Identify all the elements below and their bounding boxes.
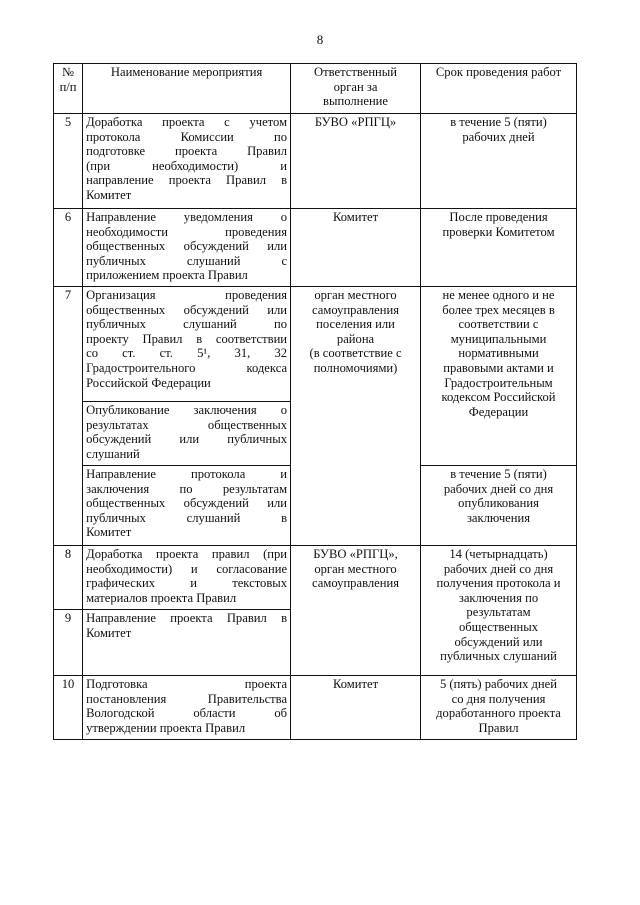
row-num: 7 [54,287,83,546]
row-term: 14 (четырнадцать) рабочих дней со дня получения протокола и заключения по результатам общественных обсуждений или публичных слушаний [421,546,577,676]
row-name: Подготовка проекта постановления Правительства Вологодской области об утверждении проекта Правил [83,676,291,740]
row-name: Направление проекта Правил в Комитет [83,610,291,676]
row-org: Комитет [291,209,421,287]
row-num: 10 [54,676,83,740]
events-table [53,63,577,740]
row-num: 5 [54,114,83,209]
header-name: Наименование мероприятия [83,64,291,114]
row-num: 8 [54,546,83,610]
table-row [54,114,577,209]
row-org: БУВО «РПГЦ» [291,114,421,209]
row-name: Направление уведомления о необходимости проведения общественных обсуждений или публичных слушаний с приложением проекта Правил [83,209,291,287]
row-name: Доработка проекта правил (при необходимости) и согласование графических и текстовых материалов проекта Правил [83,546,291,610]
row-num: 9 [54,610,83,676]
header-org: Ответственный орган за выполнение [291,64,421,114]
table-row [54,287,577,402]
row-num: 6 [54,209,83,287]
row-org: Комитет [291,676,421,740]
row-term: в течение 5 (пяти) рабочих дней [421,114,577,209]
row-org: орган местного самоуправления поселения или района (в соответствие с полномочиями) [291,287,421,546]
row-name: Организация проведения общественных обсуждений или публичных слушаний по проекту Правил в соответствии со ст. ст. 5¹, 31, 32 Градостроительного кодекса Российской Федерации [83,287,291,402]
row-name: Направление протокола и заключения по результатам общественных обсуждений или публичных слушаний в Комитет [83,466,291,546]
header-num: № п/п [54,64,83,114]
row-term: в течение 5 (пяти) рабочих дней со дня опубликования заключения [421,466,577,546]
table-row [54,209,577,287]
row-name: Доработка проекта с учетом протокола Комиссии по подготовке проекта Правил (при необходимости) и направление проекта Правил в Комитет [83,114,291,209]
row-term: не менее одного и не более трех месяцев в соответствии с муниципальными нормативными правовыми актами и Градостроительным кодексом Российской Федерации [421,287,577,466]
row-name: Опубликование заключения о результатах общественных обсуждений или публичных слушаний [83,402,291,466]
table-row [54,676,577,740]
row-term: 5 (пять) рабочих дней со дня получения доработанного проекта Правил [421,676,577,740]
table-header-row [54,64,577,114]
row-org: БУВО «РПГЦ», орган местного самоуправления [291,546,421,676]
row-term: После проведения проверки Комитетом [421,209,577,287]
page-number: 8 [316,32,324,47]
header-term: Срок проведения работ [421,64,577,114]
table-row [54,546,577,610]
